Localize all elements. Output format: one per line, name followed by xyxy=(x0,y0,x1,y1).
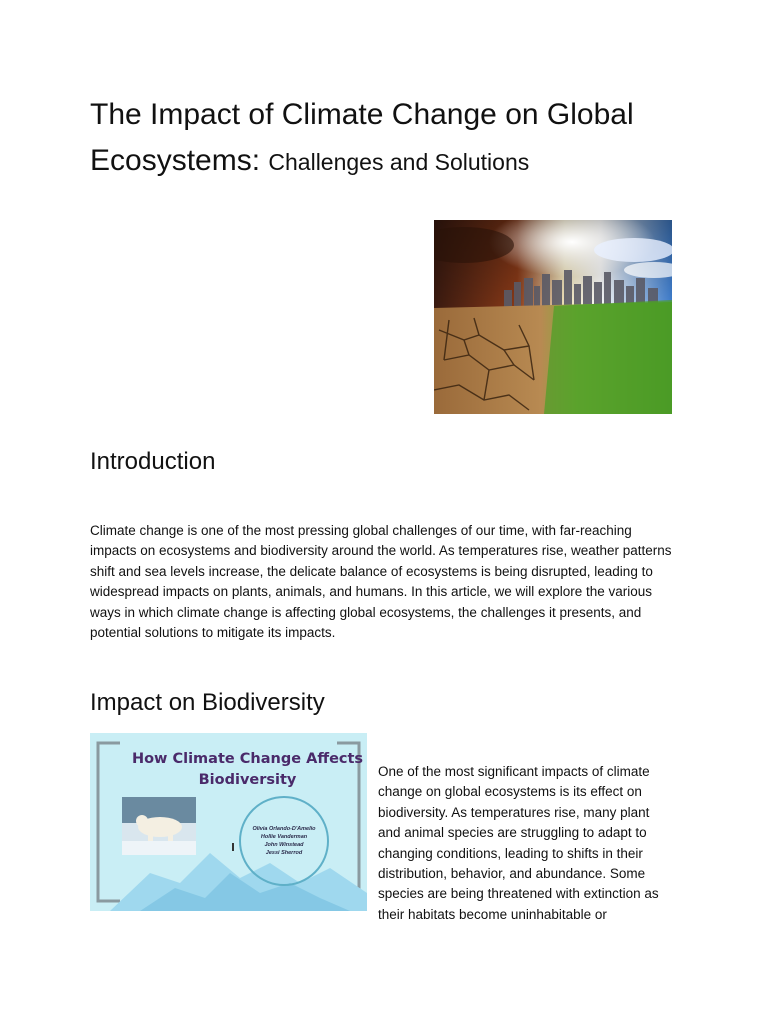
slide-author-name: Olivia Orlando-D'Amelio xyxy=(252,826,316,832)
biodiversity-heading: Impact on Biodiversity xyxy=(90,689,325,716)
title-main: The Impact of Climate Change on Global Ecosystems: xyxy=(90,98,634,177)
biodiversity-slide-image xyxy=(90,733,367,911)
slide-author-name: John Winstead xyxy=(264,842,304,848)
slide-author-name: Hollie Vanderman xyxy=(260,834,308,840)
introduction-paragraph: Climate change is one of the most pressing global challenges of our time, with far-reaching impacts on ecosystems and biodiversity around the world. As temperatures rise, weather patterns shift and sea levels increase, the delicate balance of ecosystems is being disrupted, leading to widespread impacts on plants, animals, and humans. In this article, we will explore the various ways in which climate change is affecting global ecosystems, the challenges it presents, and potential solutions to mitigate its impacts. xyxy=(90,523,672,641)
slide-title: How Climate Change Affects Biodiversity xyxy=(131,751,364,788)
hero-image xyxy=(434,220,672,414)
slide-author-name: Jessi Sherrod xyxy=(265,850,303,856)
title-subtitle: Challenges and Solutions xyxy=(268,149,530,175)
introduction-heading: Introduction xyxy=(90,448,216,475)
slide-author-names xyxy=(248,825,320,857)
document-title xyxy=(90,92,690,185)
biodiversity-paragraph: One of the most significant impacts of climate change on global ecosystems is its effect on biodiversity. As temperatures rise, many plant and animal species are struggling to adapt to changing conditions, leading to shifts in their distribution, behavior, and abundance. Some species are being threatened with extinction as their habitats become uninhabitable or xyxy=(378,764,659,922)
